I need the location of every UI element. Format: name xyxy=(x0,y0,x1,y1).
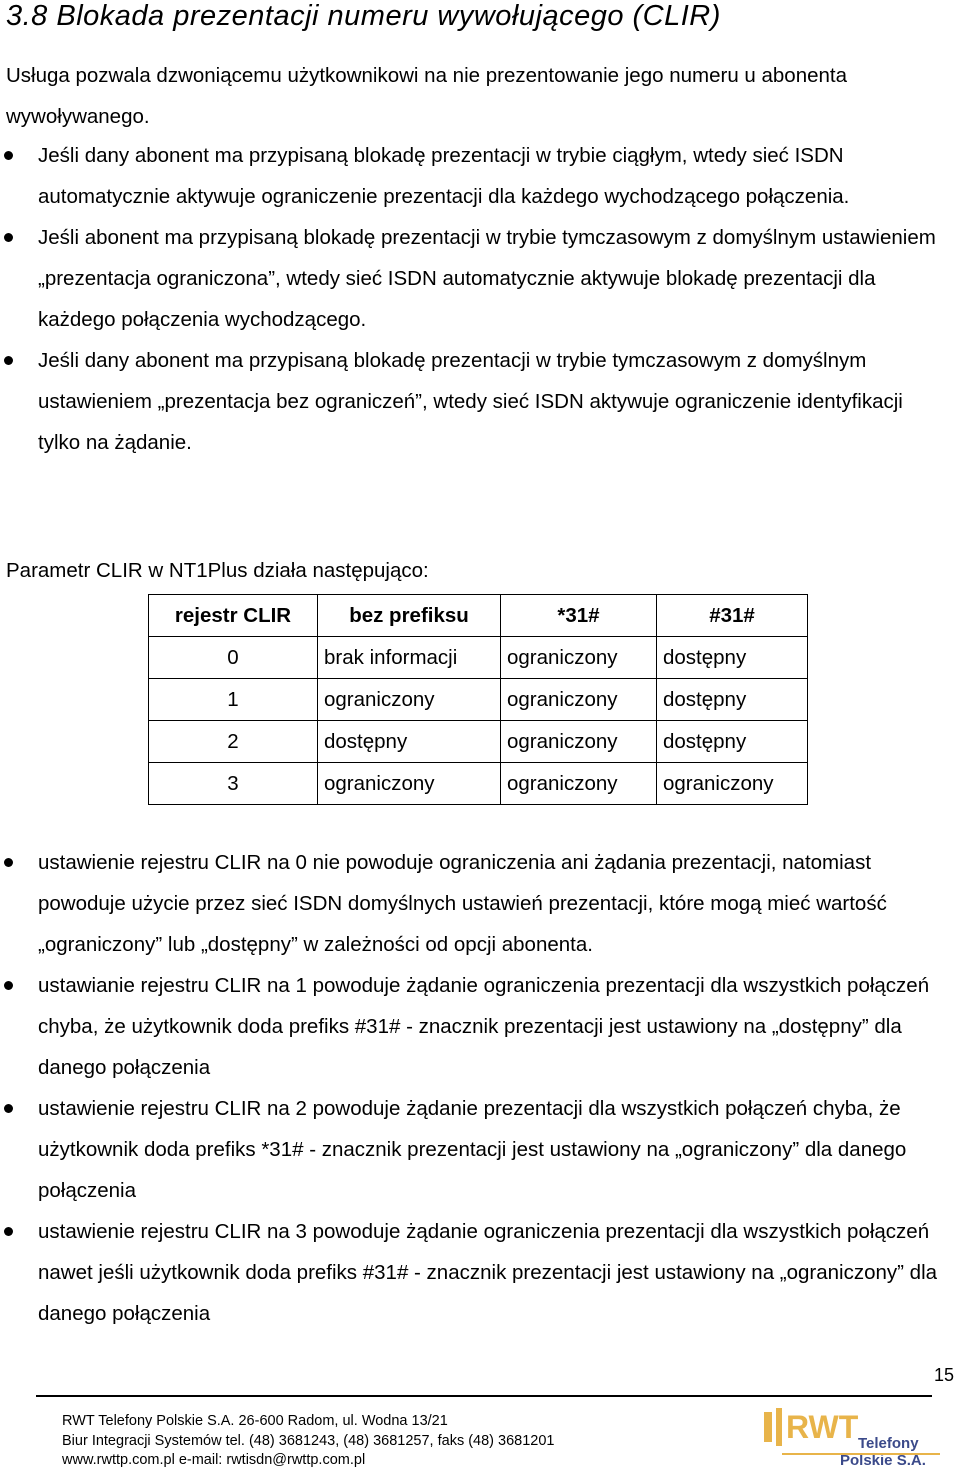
clir-table xyxy=(148,594,808,805)
bullet-icon xyxy=(4,151,13,160)
logo-mark xyxy=(764,1408,859,1446)
list-item-text: ustawianie rejestru CLIR na 1 powoduje żądanie ograniczenia prezentacji dla wszystkich połączeń chyba, że użytkownik doda prefiks #31# - znacznik prezentacji jest ustawiony na „dostępny” dla danego połączenia xyxy=(38,974,930,1079)
bullet-icon xyxy=(4,858,13,867)
table-cell: brak informacji xyxy=(318,637,501,679)
table-header-row xyxy=(149,595,808,637)
list-item-text: Jeśli dany abonent ma przypisaną blokadę prezentacji w trybie tymczasowym z domyślnym ustawieniem „prezentacja bez ograniczeń”, wtedy sieć ISDN aktywuje ograniczenie identyfikacji tylko na żądanie. xyxy=(38,349,903,454)
table-cell: ograniczony xyxy=(501,763,657,805)
bullet-icon xyxy=(4,1104,13,1113)
bullet-list-top xyxy=(0,135,950,463)
table-cell: ograniczony xyxy=(501,721,657,763)
table-row xyxy=(149,637,808,679)
table-cell: 3 xyxy=(149,763,318,805)
logo-text-polskie: Polskie S.A. xyxy=(840,1452,926,1468)
table-header-cell: *31# xyxy=(501,595,657,637)
table-cell: dostępny xyxy=(657,637,808,679)
footer-phone: Biur Integracji Systemów tel. (48) 3681243, (48) 3681257, faks (48) 3681201 xyxy=(62,1432,555,1449)
table-cell: 0 xyxy=(149,637,318,679)
table-header-cell: rejestr CLIR xyxy=(149,595,318,637)
list-item-text: Jeśli abonent ma przypisaną blokadę prezentacji w trybie tymczasowym z domyślnym ustawieniem „prezentacja ograniczona”, wtedy sieć ISDN automatycznie aktywuje blokadę prezentacji dla każdego połączenia wychodzącego. xyxy=(38,226,936,331)
table-cell: ograniczony xyxy=(318,763,501,805)
list-item-text: ustawienie rejestru CLIR na 0 nie powoduje ograniczenia ani żądania prezentacji, natomiast powoduje użycie przez sieć ISDN domyślnych ustawień prezentacji, które mogą mieć wartość „ograniczony” lub „dostępny” w zależności od opcji abonenta. xyxy=(38,851,887,956)
list-item xyxy=(0,217,950,340)
table-row xyxy=(149,679,808,721)
footer-divider xyxy=(36,1395,932,1397)
parameter-intro: Parametr CLIR w NT1Plus działa następująco: xyxy=(6,559,429,582)
bullet-list-bottom xyxy=(0,842,950,1334)
logo-text-telefony: Telefony xyxy=(858,1435,919,1452)
bullet-icon xyxy=(4,981,13,990)
list-item xyxy=(0,1088,950,1211)
table-row xyxy=(149,721,808,763)
table-cell: ograniczony xyxy=(501,637,657,679)
list-item-text: ustawienie rejestru CLIR na 3 powoduje żądanie ograniczenia prezentacji dla wszystkich połączeń nawet jeśli użytkownik doda prefiks #31# - znacznik prezentacji jest ustawiony na „ograniczony” dla danego połączenia xyxy=(38,1220,938,1325)
section-title: 3.8 Blokada prezentacji numeru wywołującego (CLIR) xyxy=(6,0,721,32)
table-cell: dostępny xyxy=(657,679,808,721)
table-header-cell: bez prefiksu xyxy=(318,595,501,637)
list-item xyxy=(0,340,950,463)
bullet-icon xyxy=(4,1227,13,1236)
table-header-cell: #31# xyxy=(657,595,808,637)
list-item xyxy=(0,135,950,217)
table-cell: ograniczony xyxy=(501,679,657,721)
footer-web: www.rwttp.com.pl e-mail: rwtisdn@rwttp.com.pl xyxy=(62,1452,366,1468)
list-item xyxy=(0,1211,950,1334)
table-cell: ograniczony xyxy=(657,763,808,805)
logo-rwt: RWT xyxy=(786,1409,859,1445)
table-cell: 1 xyxy=(149,679,318,721)
bullet-icon xyxy=(4,356,13,365)
footer-text xyxy=(62,1412,554,1471)
table-row xyxy=(149,763,808,805)
intro-paragraph: Usługa pozwala dzwoniącemu użytkownikowi na nie prezentowanie jego numeru u abonenta wywoływanego. xyxy=(6,64,848,128)
list-item xyxy=(0,965,950,1088)
table-cell: dostępny xyxy=(318,721,501,763)
list-item-text: Jeśli dany abonent ma przypisaną blokadę prezentacji w trybie ciągłym, wtedy sieć ISDN automatycznie aktywuje ograniczenie prezentacji dla każdego wychodzącego połączenia. xyxy=(38,144,850,208)
list-item-text: ustawienie rejestru CLIR na 2 powoduje żądanie prezentacji dla wszystkich połączeń chyba, że użytkownik doda prefiks *31# - znacznik prezentacji jest ustawiony na „ograniczony” dla danego połączenia xyxy=(38,1097,907,1202)
table-cell: dostępny xyxy=(657,721,808,763)
table-cell: 2 xyxy=(149,721,318,763)
page-number: 15 xyxy=(933,1365,954,1385)
bullet-icon xyxy=(4,233,13,242)
rwt-logo xyxy=(762,1404,940,1468)
footer-address: RWT Telefony Polskie S.A. 26-600 Radom, ul. Wodna 13/21 xyxy=(62,1413,448,1429)
list-item xyxy=(0,842,950,965)
table-cell: ograniczony xyxy=(318,679,501,721)
